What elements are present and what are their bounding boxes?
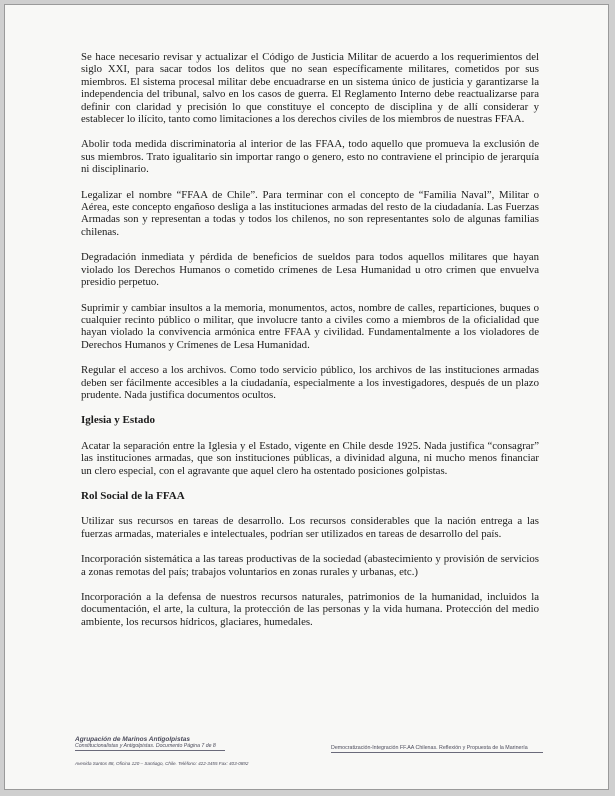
document-page	[4, 4, 609, 790]
paragraph-defensa-recursos: Incorporación a la defensa de nuestros recursos naturales, patrimonios de la humanidad, incluidos la documentación, el arte, la cultura, la protección de las personas y la vida humana. Protección del medio ambiente, los recursos hídricos, glaciares, humedales.	[81, 591, 539, 628]
paragraph-iglesia-estado: Acatar la separación entre la Iglesia y el Estado, vigente en Chile desde 1925. Nada justifica “consagrar” las instituciones armadas, que son instituciones públicas, a divinidad alguna, ni mucho menos financiar un clero especial, con el agravante que aquel clero ha ostentado posiciones golpistas.	[81, 439, 539, 477]
footer-document-title: Democratización-Integración FF.AA Chilenas. Reflexión y Propuesta de la Marinería	[331, 745, 543, 753]
paragraph-tareas-productivas: Incorporación sistemática a las tareas productivas de la sociedad (abastecimiento y provisión de servicios a zonas remotas del país; trabajos voluntarios en zonas rurales y urbanas, etc.)	[81, 553, 539, 578]
footer-org-name: Agrupación de Marinos Antigolpistas	[75, 736, 190, 743]
footer-address: Avenida Santos 88, Oficina 120 – Santiago, Chile. Teléfono: 422-3455 Fax: 403-0892	[75, 761, 249, 766]
footer-org-subtitle: Constitucionalistas y Antigolpistas. Documento Página 7 de 8	[75, 743, 225, 751]
paragraph-codigo-justicia: Se hace necesario revisar y actualizar el Código de Justicia Militar de acuerdo a los requerimientos del siglo XXI, para sacar todos los delitos que no sean específicamente militares, cometidos por sus miembros. El sistema procesal militar debe encuadrarse en un sistema único de justicia y garantizarse la independencia del tribunal, salvo en los casos de guerra. El Reglamento Interno debe reactualizarse para definir con claridad y precisión lo que constituye el concepto de disciplina y de allí considerar y establecer lo ilícito, tanto como limitaciones a los derechos civiles de los miembros de nuestras FFAA.	[81, 51, 539, 126]
document-body	[81, 51, 539, 641]
paragraph-regular-archivos: Regular el acceso a los archivos. Como todo servicio público, los archivos de las instituciones armadas deben ser fácilmente accesibles a la ciudadanía, especialmente a los investigadores, después de un plazo prudente. Nada justifica documentos ocultos.	[81, 364, 539, 401]
paragraph-abolir-discriminacion: Abolir toda medida discriminatoria al interior de las FFAA, todo aquello que promueva la exclusión de sus miembros. Trato igualitario sin importar rango o genero, esto no contraviene el principio de jerarquía ni disciplinario.	[81, 138, 539, 176]
footer-organization	[75, 736, 248, 767]
paragraph-recursos-desarrollo: Utilizar sus recursos en tareas de desarrollo. Los recursos considerables que la nación entrega a las fuerzas armadas, materiales e intelectuales, podrían ser utilizados en tareas de desarrollo del país.	[81, 515, 539, 540]
heading-rol-social: Rol Social de la FFAA	[81, 489, 185, 502]
paragraph-legalizar-nombre: Legalizar el nombre “FFAA de Chile”. Para terminar con el concepto de “Familia Naval”, Militar o Aérea, este concepto engañoso desliga a las instituciones armadas del resto de la ciudadanía. Las Fuerzas Armadas son y representan a todas y todos los chilenos, no son representantes solo de algunas familias chilenas.	[81, 188, 539, 238]
heading-iglesia-estado: Iglesia y Estado	[81, 414, 155, 427]
paragraph-degradacion: Degradación inmediata y pérdida de beneficios de sueldos para todos aquellos militares que hayan violado los Derechos Humanos o cometido crímenes de Lesa Humanidad u otro crimen que envuelva presidio perpetuo.	[81, 251, 539, 289]
paragraph-suprimir-insultos: Suprimir y cambiar insultos a la memoria, monumentos, actos, nombre de calles, reparticiones, buques o cualquier recinto público o militar, que involucre tanto a civiles como a miembros de la oficialidad que hayan violado la convivencia armónica entre FFAA y civilidad. Fundamentalmente a los violadores de Derechos Humanos y Crímenes de Lesa Humanidad.	[81, 301, 539, 351]
